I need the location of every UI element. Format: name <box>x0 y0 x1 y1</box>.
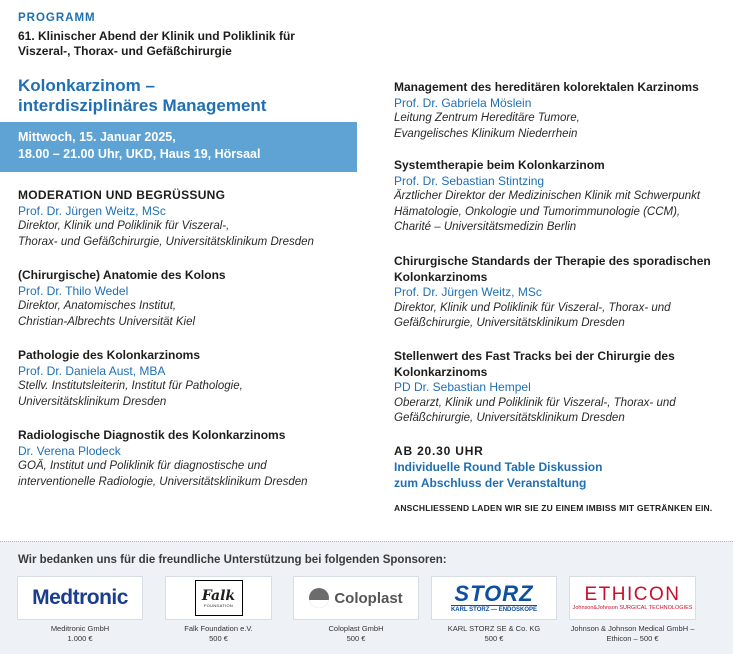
talk-title: (Chirurgische) Anatomie des Kolons <box>18 268 226 282</box>
ethicon-logo-group <box>573 585 693 611</box>
ethicon-logo-text: ETHICON <box>584 584 681 605</box>
talk-affiliation: Stellv. Institutsleiterin, Institut für Pathologie, <box>18 380 243 392</box>
sponsor-amount: 1.000 € <box>67 634 93 643</box>
evening-section <box>394 444 724 513</box>
sponsor-amount: 500 € <box>209 634 228 643</box>
program-kicker: PROGRAMM <box>18 12 96 24</box>
talk-hereditary <box>394 80 724 142</box>
evening-time: AB 20.30 UHR <box>394 444 484 458</box>
talk-speaker: Prof. Dr. Jürgen Weitz, MSc <box>394 285 542 299</box>
talk-speaker: Prof. Dr. Sebastian Stintzing <box>394 173 545 188</box>
ethicon-logo <box>569 576 696 620</box>
talk-affiliation: Leitung Zentrum Hereditäre Tumore, <box>394 112 580 124</box>
page-title <box>18 76 358 116</box>
round-table-line: Individuelle Round Table Diskussion <box>394 460 603 474</box>
sponsor-amount: 500 € <box>346 634 366 643</box>
page-title-line: interdisziplinäres Management <box>18 96 267 115</box>
talk-speaker: PD Dr. Sebastian Hempel <box>394 380 531 394</box>
date-time-location: 18.00 – 21.00 Uhr, UKD, Haus 19, Hörsaal <box>18 147 261 161</box>
talk-title: Chirurgische Standards der Therapie des sporadischen <box>394 254 711 268</box>
talk-title: MODERATION UND BEGRÜSSUNG <box>18 188 226 202</box>
sponsor-amount: 500 € <box>484 634 504 643</box>
falk-logo-text: Falk <box>201 587 236 604</box>
talk-systemic-therapy <box>394 158 724 236</box>
talk-title: Pathologie des Kolonkarzinoms <box>18 348 201 362</box>
talk-radiology <box>18 428 358 490</box>
event-title-line: Viszeral-, Thorax- und Gefäßchirurgie <box>18 44 232 58</box>
sponsor-caption <box>165 624 272 644</box>
karl-storz-logo-group <box>451 583 537 613</box>
medtronic-logo <box>17 576 143 620</box>
event-title <box>18 29 358 59</box>
storz-logo-text: STORZ <box>454 581 534 606</box>
talk-title: Kolonkarzinoms <box>394 269 488 284</box>
closing-note: ANSCHLIESSEND LADEN WIR SIE ZU EINEM IMBISS MIT GETRÄNKEN EIN. <box>394 503 713 513</box>
talk-surgical-standards <box>394 254 724 332</box>
talk-fast-track <box>394 349 724 427</box>
talk-affiliation: Gefäßchirurgie, Universitätsklinikum Dresden <box>394 412 625 424</box>
event-title-line: 61. Klinischer Abend der Klinik und Poliklinik für <box>18 29 295 43</box>
sponsor-caption <box>431 624 557 644</box>
sponsor-name: KARL STORZ SE & Co. KG <box>447 624 541 633</box>
talk-title: Management des hereditären kolorektalen Karzinoms <box>394 80 699 94</box>
date-banner <box>0 122 357 172</box>
sponsor-caption <box>17 624 143 644</box>
date-line: Mittwoch, 15. Januar 2025, <box>18 130 176 144</box>
coloplast-logo-text: Coloplast <box>334 589 403 607</box>
medtronic-logo-text: Medtronic <box>32 586 128 609</box>
talk-affiliation: Thorax- und Gefäßchirurgie, Universitätsklinikum Dresden <box>18 235 314 248</box>
round-table-line: zum Abschluss der Veranstaltung <box>394 476 587 490</box>
sponsor-caption <box>569 624 696 644</box>
talk-affiliation: Universitätsklinikum Dresden <box>18 395 167 408</box>
talk-affiliation: Gefäßchirurgie, Universitätsklinikum Dresden <box>394 317 625 329</box>
talk-affiliation: Direktor, Klinik und Poliklinik für Viszeral-, <box>18 220 230 232</box>
talk-affiliation: Oberarzt, Klinik und Poliklinik für Viszeral-, Thorax- und <box>394 396 676 409</box>
sponsor-heading: Wir bedanken uns für die freundliche Unterstützung bei folgenden Sponsoren: <box>18 554 447 566</box>
ethicon-logo-subtext: Johnson&Johnson SURGICAL TECHNOLOGIES <box>572 605 693 611</box>
falk-logo <box>165 576 272 620</box>
talk-affiliation: GOÄ, Institut und Poliklinik für diagnostische und <box>18 460 267 472</box>
coloplast-logo <box>293 576 419 620</box>
talk-speaker: Prof. Dr. Gabriela Möslein <box>394 95 532 110</box>
sponsor-name: Meditronic GmbH <box>50 624 110 633</box>
talk-pathology <box>18 348 358 410</box>
falk-logo-mark <box>195 580 243 616</box>
talk-title: Radiologische Diagnostik des Kolonkarzinoms <box>18 428 286 442</box>
talk-affiliation: Direktor, Anatomisches Institut, <box>18 300 177 312</box>
talk-affiliation: Charité – Universitätsmedizin Berlin <box>394 221 577 233</box>
sponsor-name: Johnson & Johnson Medical GmbH – <box>570 624 695 633</box>
talk-speaker: Dr. Verena Plodeck <box>18 443 121 458</box>
sponsor-name: Falk Foundation e.V. <box>184 624 253 633</box>
talk-title: Stellenwert des Fast Tracks bei der Chirurgie des <box>394 349 675 363</box>
coloplast-mark-icon <box>309 588 329 608</box>
talk-affiliation: Ärztlicher Direktor der Medizinischen Klinik mit Schwerpunkt <box>394 190 701 202</box>
sponsor-caption <box>293 624 419 644</box>
talk-affiliation: Direktor, Klinik und Poliklinik für Viszeral-, Thorax- und <box>394 301 671 314</box>
talk-title: Kolonkarzinoms <box>394 364 488 379</box>
talk-speaker: Prof. Dr. Daniela Aust, MBA <box>18 363 166 378</box>
talk-affiliation: Christian-Albrechts Universität Kiel <box>18 315 196 328</box>
falk-logo-subtext: FOUNDATION <box>203 602 234 608</box>
sponsor-name: Coloplast GmbH <box>328 624 384 633</box>
talk-affiliation: interventionelle Radiologie, Universitätsklinikum Dresden <box>18 475 308 488</box>
talk-moderation <box>18 188 358 250</box>
coloplast-logo-group <box>309 588 402 608</box>
talk-speaker: Prof. Dr. Thilo Wedel <box>18 283 129 298</box>
talk-affiliation: Evangelisches Klinikum Niederrhein <box>394 127 578 140</box>
talk-speaker: Prof. Dr. Jürgen Weitz, MSc <box>18 203 166 218</box>
karl-storz-logo <box>431 576 557 620</box>
page-title-line: Kolonkarzinom – <box>18 76 155 95</box>
sponsor-amount: Ethicon – 500 € <box>606 634 659 643</box>
storz-logo-subtext: KARL STORZ — ENDOSKOPE <box>450 607 538 613</box>
talk-title: Systemtherapie beim Kolonkarzinom <box>394 158 605 172</box>
talk-affiliation: Hämatologie, Onkologie und Tumorimmunologie (CCM), <box>394 205 681 218</box>
talk-anatomy <box>18 268 358 330</box>
